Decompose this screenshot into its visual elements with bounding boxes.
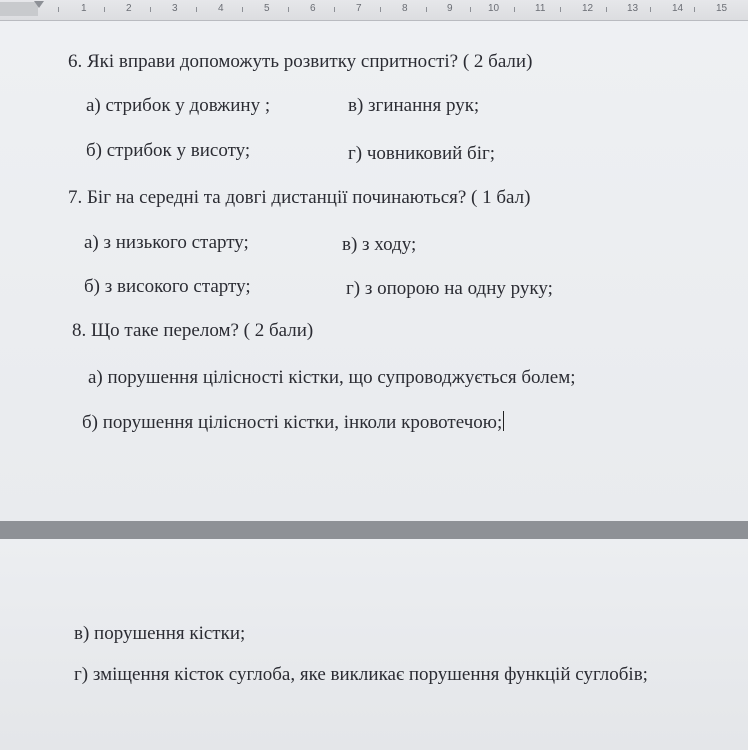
ruler-number: 13 <box>627 3 639 14</box>
ruler-number: 4 <box>218 3 224 14</box>
ruler-number: 15 <box>716 3 728 14</box>
question-8-title: 8. Що таке перелом? ( 2 бали) <box>72 320 314 341</box>
document-page[interactable] <box>0 539 748 750</box>
ruler-number: 1 <box>81 3 87 14</box>
ruler-tick <box>694 7 695 12</box>
ruler-tick <box>196 7 197 12</box>
ruler-tick <box>104 7 105 12</box>
question-7-option-c: в) з ходу; <box>342 234 417 255</box>
ruler-tick <box>650 7 651 12</box>
question-6-option-a: а) стрибок у довжину ; <box>86 95 271 116</box>
ruler-number: 11 <box>535 3 546 14</box>
ruler-tick <box>380 7 381 12</box>
ruler-tick <box>242 7 243 12</box>
ruler-tick <box>470 7 471 12</box>
ruler-number: 14 <box>672 3 684 14</box>
text-cursor <box>503 411 504 431</box>
document-page[interactable] <box>0 21 748 521</box>
ruler-number: 3 <box>172 3 178 14</box>
page-break <box>0 521 748 539</box>
question-7-title: 7. Біг на середні та довгі дистанції починаються? ( 1 бал) <box>68 187 531 208</box>
ruler-number: 8 <box>402 3 408 14</box>
question-6-title: 6. Які вправи допоможуть розвитку спритності? ( 2 бали) <box>68 51 533 72</box>
question-7-option-a: а) з низького старту; <box>84 232 249 253</box>
question-8-option-a: а) порушення цілісності кістки, що супроводжується болем; <box>88 367 576 388</box>
question-6-option-c: в) згинання рук; <box>348 95 480 116</box>
horizontal-ruler[interactable] <box>0 0 748 21</box>
indent-marker-icon[interactable] <box>34 1 44 8</box>
ruler-tick <box>288 7 289 12</box>
ruler-number: 10 <box>488 3 500 14</box>
ruler-number: 6 <box>310 3 316 14</box>
ruler-tick <box>606 7 607 12</box>
ruler-tick <box>334 7 335 12</box>
ruler-number: 2 <box>126 3 132 14</box>
question-8-option-c: в) порушення кістки; <box>74 623 246 644</box>
ruler-number: 5 <box>264 3 270 14</box>
ruler-tick <box>560 7 561 12</box>
question-7-option-d: г) з опорою на одну руку; <box>346 278 553 299</box>
question-8-option-d: г) зміщення кісток суглоба, яке викликає порушення функцій суглобів; <box>74 664 648 685</box>
ruler-number: 12 <box>582 3 594 14</box>
question-7-option-b: б) з високого старту; <box>84 276 251 297</box>
ruler-tick <box>426 7 427 12</box>
ruler-tick <box>514 7 515 12</box>
ruler-tick <box>58 7 59 12</box>
ruler-tick <box>150 7 151 12</box>
question-8-option-b-line[interactable] <box>82 411 504 434</box>
ruler-number: 9 <box>447 3 453 14</box>
question-6-option-b: б) стрибок у висоту; <box>86 140 251 161</box>
ruler-number: 7 <box>356 3 362 14</box>
question-6-option-d: г) човниковий біг; <box>348 143 496 164</box>
question-8-option-b: б) порушення цілісності кістки, інколи кровотечою; <box>82 412 503 433</box>
ruler-left-margin <box>0 2 38 16</box>
